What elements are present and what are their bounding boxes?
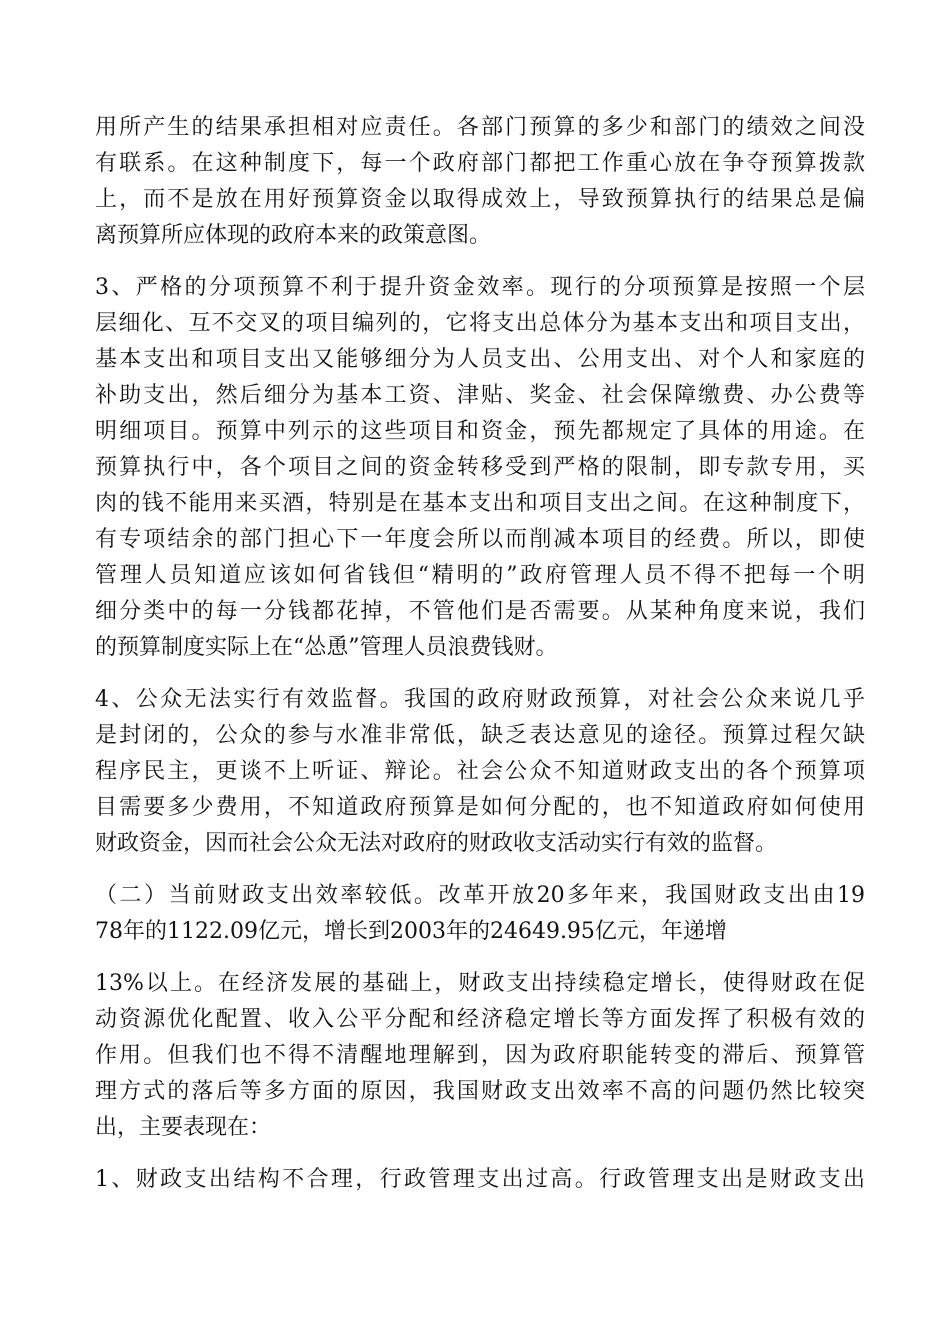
text-line: 1、财政支出结构不合理，行政管理支出过高。行政管理支出是财政支出 xyxy=(95,1167,865,1192)
text-line: 管理人员知道应该如何省钱但“精明的”政府管理人员不得不把每一个明 xyxy=(95,563,865,588)
text-line: 离预算所应体现的政府本来的政策意图。 xyxy=(95,223,492,248)
text-line: 财政资金，因而社会公众无法对政府的财政收支活动实行有效的监督。 xyxy=(95,831,778,856)
text-line: 作用。但我们也不得不清醒地理解到，因为政府职能转变的滞后、预算管 xyxy=(95,1043,865,1068)
text-line: 明细项目。预算中列示的这些项目和资金，预先都规定了具体的用途。在 xyxy=(95,419,865,444)
text-line: 13%以上。在经济发展的基础上，财政支出持续稳定增长，使得财政在促 xyxy=(95,971,865,996)
text-line: 出，主要表现在： xyxy=(95,1115,272,1140)
text-line: 4、公众无法实行有效监督。我国的政府财政预算，对社会公众来说几乎 xyxy=(95,687,865,712)
text-line: 理方式的落后等多方面的原因，我国财政支出效率不高的问题仍然比较突 xyxy=(95,1079,865,1104)
text-line: 3、严格的分项预算不利于提升资金效率。现行的分项预算是按照一个层 xyxy=(95,275,865,300)
text-line: 细分类中的每一分钱都花掉，不管他们是否需要。从某种角度来说，我们 xyxy=(95,599,865,624)
text-line: 肉的钱不能用来买酒，特别是在基本支出和项目支出之间。在这种制度下， xyxy=(95,491,865,516)
text-line: 基本支出和项目支出又能够细分为人员支出、公用支出、对个人和家庭的 xyxy=(95,347,865,372)
text-line: 目需要多少费用，不知道政府预算是如何分配的，也不知道政府如何使用 xyxy=(95,795,865,820)
text-line: 是封闭的，公众的参与水准非常低，缺乏表达意见的途径。预算过程欠缺 xyxy=(95,723,865,748)
text-line: 78年的1122.09亿元，增长到2003年的24649.95亿元，年递增 xyxy=(95,919,727,944)
text-line: 的预算制度实际上在“怂恿”管理人员浪费钱财。 xyxy=(95,635,558,660)
text-line: 有专项结余的部门担心下一年度会所以而削减本项目的经费。所以，即使 xyxy=(95,527,865,552)
text-line: 补助支出，然后细分为基本工资、津贴、奖金、社会保障缴费、办公费等 xyxy=(95,383,865,408)
text-line: 预算执行中，各个项目之间的资金转移受到严格的限制，即专款专用，买 xyxy=(95,455,865,480)
text-line: 动资源优化配置、收入公平分配和经济稳定增长等方面发挥了积极有效的 xyxy=(95,1007,865,1032)
text-line: 上，而不是放在用好预算资金以取得成效上，导致预算执行的结果总是偏 xyxy=(95,187,865,212)
text-line: 层细化、互不交叉的项目编列的，它将支出总体分为基本支出和项目支出， xyxy=(95,311,865,336)
text-line: 有联系。在这种制度下，每一个政府部门都把工作重心放在争夺预算拨款 xyxy=(95,151,865,176)
text-line: 程序民主，更谈不上听证、辩论。社会公众不知道财政支出的各个预算项 xyxy=(95,759,865,784)
text-line: 用所产生的结果承担相对应责任。各部门预算的多少和部门的绩效之间没 xyxy=(95,115,865,140)
text-line: （二）当前财政支出效率较低。改革开放20多年来，我国财政支出由19 xyxy=(95,883,865,908)
